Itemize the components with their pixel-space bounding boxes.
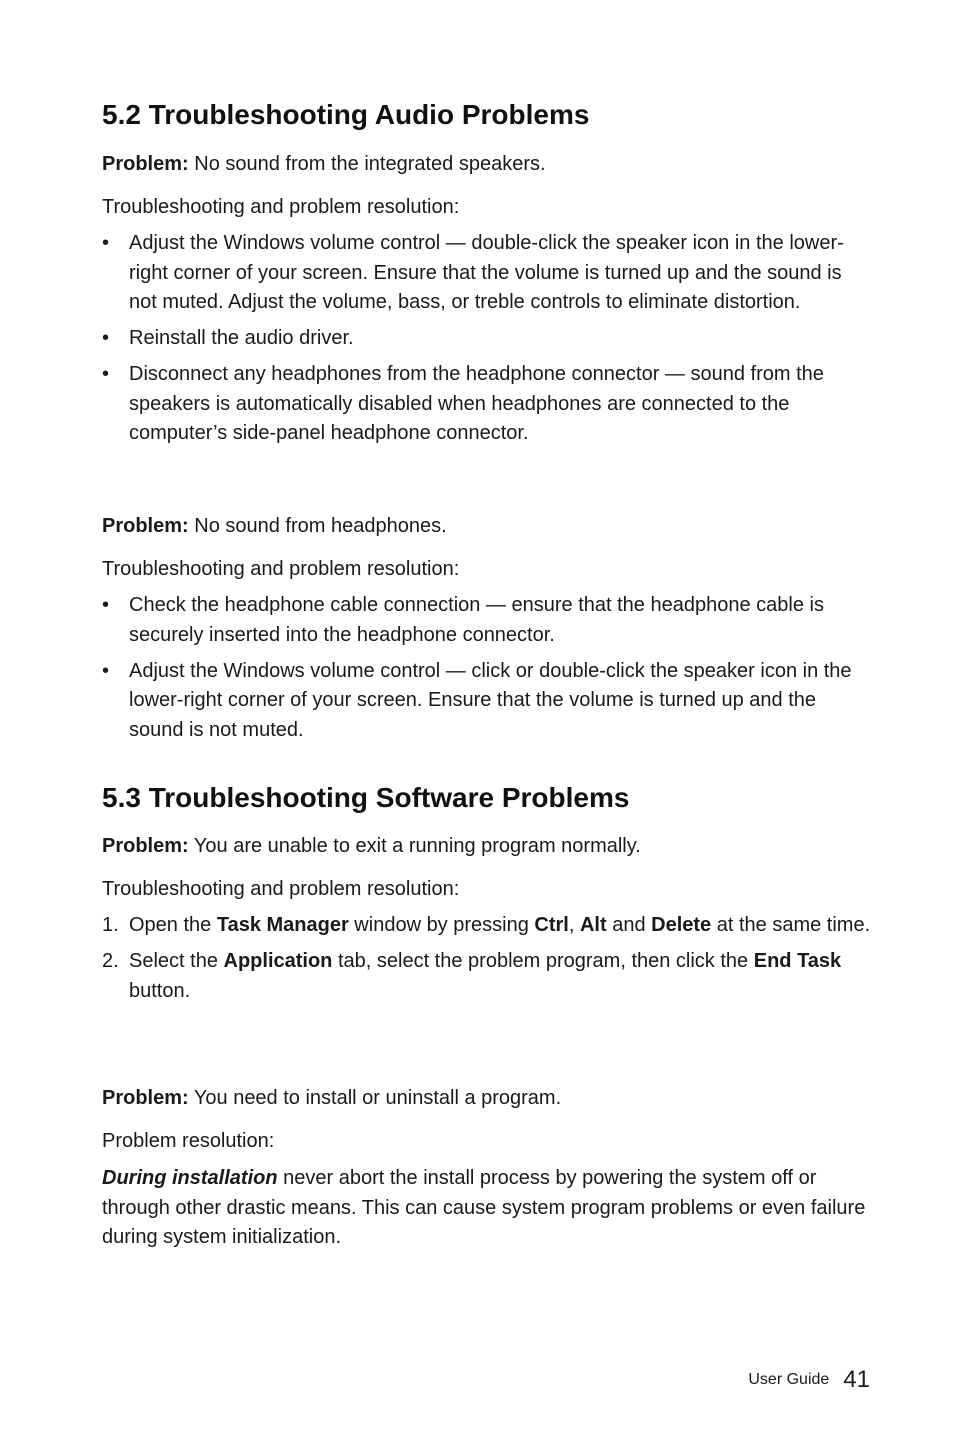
ui-term: Application [223, 950, 333, 972]
footer-label: User Guide [748, 1371, 830, 1388]
bullet-list [102, 591, 872, 752]
key-name: Ctrl [534, 914, 569, 936]
resolution-heading: Troubleshooting and problem resolution: [102, 878, 460, 900]
resolution-heading: Problem resolution: [102, 1130, 275, 1152]
problem-label: Problem: [102, 835, 189, 857]
step-number: 2. [102, 950, 119, 972]
bullet-icon: • [102, 232, 110, 254]
list-item: • Reinstall the audio driver. [102, 324, 872, 354]
key-name: Alt [579, 914, 607, 936]
bullet-icon: • [102, 594, 110, 616]
key-name: Delete [651, 914, 712, 936]
bullet-icon: • [102, 327, 110, 349]
list-item: • Adjust the Windows volume control — click or double-click the speaker icon in the lower-right corner of your screen. Ensure that the volume is turned up and the sound is not muted. [102, 657, 872, 746]
section-title-audio: 5.2 Troubleshooting Audio Problems [102, 99, 590, 130]
problem-text: No sound from headphones. [188, 515, 447, 537]
list-item: • Adjust the Windows volume control — double-click the speaker icon in the lower-right corner of your screen. Ensure that the volume is turned up and the sound is not muted. Adjust the volume, bass, or treble controls to eliminate distortion. [102, 229, 872, 318]
section-title-software: 5.3 Troubleshooting Software Problems [102, 782, 630, 813]
problem-statement [102, 512, 872, 542]
problem-text: You are unable to exit a running program normally. [188, 835, 641, 857]
bullet-list [102, 229, 872, 455]
problem-statement [102, 150, 872, 180]
step-number: 1. [102, 914, 119, 936]
list-item: • Check the headphone cable connection — ensure that the headphone cable is securely inserted into the headphone connector. [102, 591, 872, 650]
list-item: 2. Select the Application tab, select the problem program, then click the End Task button. [102, 947, 872, 1006]
resolution-paragraph: During installation never abort the install process by powering the system off or through other drastic means. This can cause system program problems or even failure during system initialization. [102, 1167, 866, 1248]
problem-label: Problem: [102, 515, 189, 537]
problem-text: No sound from the integrated speakers. [188, 153, 546, 175]
ui-term: End Task [753, 950, 842, 972]
numbered-list [102, 911, 872, 1013]
problem-statement [102, 1084, 872, 1114]
problem-label: Problem: [102, 153, 189, 175]
problem-text: You need to install or uninstall a program. [188, 1087, 562, 1109]
page-footer [748, 1366, 870, 1394]
emphasis-lead: During installation [102, 1167, 278, 1189]
page-number: 41 [843, 1366, 870, 1393]
bullet-icon: • [102, 659, 110, 682]
ui-term: Task Manager [216, 914, 349, 936]
resolution-heading: Troubleshooting and problem resolution: [102, 558, 460, 580]
problem-label: Problem: [102, 1087, 189, 1109]
bullet-icon: • [102, 363, 110, 385]
list-item: • Disconnect any headphones from the headphone connector — sound from the speakers is automatically disabled when headphones are connected to the computer’s side-panel headphone connector. [102, 360, 872, 449]
problem-statement [102, 832, 872, 862]
resolution-heading: Troubleshooting and problem resolution: [102, 196, 460, 218]
list-item: 1. Open the Task Manager window by pressing Ctrl, Alt and Delete at the same time. [102, 911, 872, 941]
